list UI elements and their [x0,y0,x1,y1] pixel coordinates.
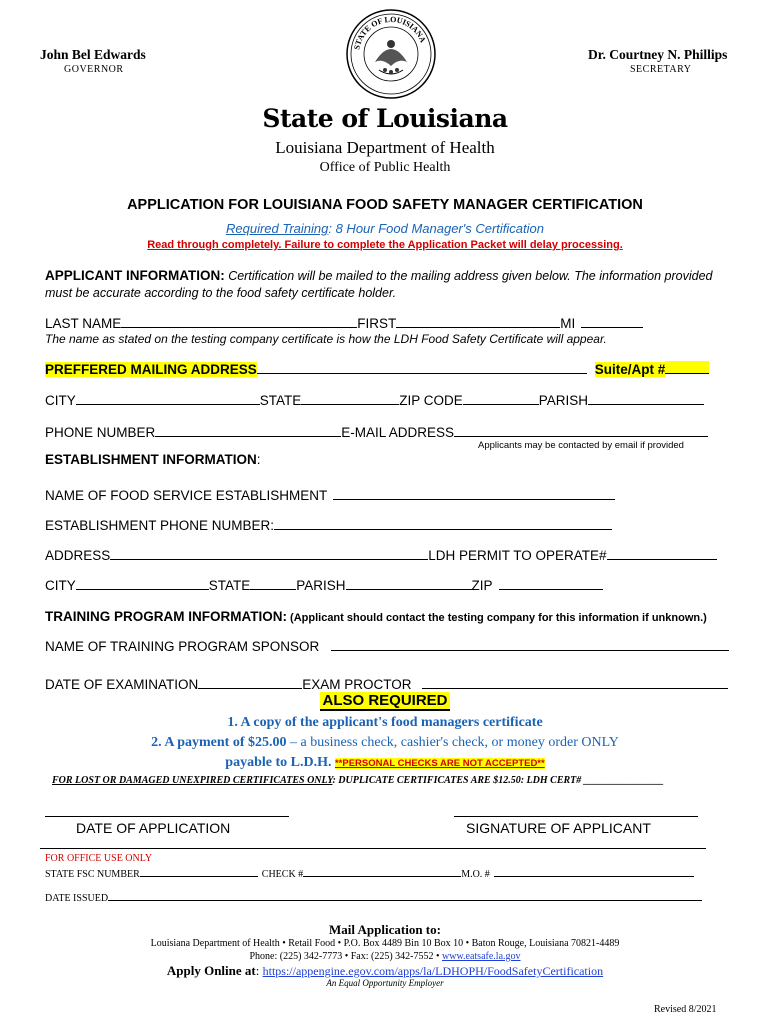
phone-field[interactable] [155,424,341,437]
establishment-name-field[interactable] [333,487,615,500]
proctor-label: EXAM PROCTOR [302,677,412,692]
website-link[interactable]: www.eatsafe.la.gov [442,951,521,962]
signature-label: SIGNATURE OF APPLICANT [466,820,651,836]
mo-label: M.O. # [461,869,490,880]
last-name-label: LAST NAME [45,316,122,331]
permit-field[interactable] [607,547,717,560]
establishment-zip-label: ZIP [471,578,493,593]
office-use-divider [40,848,706,849]
required-training-label: Required Training [225,221,329,236]
requirement-certificate: 1. A copy of the applicant's food managers certificate [227,715,543,730]
office-use-row2 [45,890,702,904]
applicant-intro-line1: Certification will be mailed to the mailing address given below. The information provided [224,269,713,283]
establishment-zip-field[interactable] [499,577,603,590]
secretary-title: SECRETARY [630,64,692,75]
establishment-heading-text: ESTABLISHMENT INFORMATION [45,452,257,467]
establishment-city-label: CITY [45,578,76,593]
svg-text:STATE OF LOUISIANA: STATE OF LOUISIANA [352,14,428,51]
establishment-name-row [45,487,615,503]
training-heading-row [45,609,707,624]
office-use-row1 [45,866,694,880]
personal-checks-warning: **PERSONAL CHECKS ARE NOT ACCEPTED** [334,758,545,769]
mailing-address-field[interactable] [257,361,587,374]
payment-amount: 2. A payment of $25.00 [151,735,287,750]
also-required-heading: ALSO REQUIRED [322,692,448,709]
state-label: STATE [259,393,302,408]
zip-field[interactable] [463,392,539,405]
revised-date: Revised 8/2021 [654,1004,717,1015]
phone-fax-row [0,951,770,962]
date-of-application-label: DATE OF APPLICATION [76,820,231,836]
establishment-state-field[interactable] [250,577,296,590]
exam-row [45,676,728,692]
state-seal [345,8,437,100]
governor-title: GOVERNOR [64,64,124,75]
city-field[interactable] [76,392,260,405]
parish-label: PARISH [538,393,589,408]
suite-field[interactable] [665,361,709,374]
phone-fax: Phone: (225) 342-7773 • Fax: (225) 342-7552 • [249,951,443,962]
payable-to: payable to L.D.H. [225,755,332,770]
state-title: State of Louisiana [262,104,508,133]
phone-label: PHONE NUMBER [45,425,156,440]
duplicate-cert-text: : DUPLICATE CERTIFICATES ARE $12.50: LDH CERT# ________________ [332,775,664,786]
office-name: Office of Public Health [319,160,451,175]
establishment-phone-row [45,517,612,533]
email-label: E-MAIL ADDRESS [341,425,455,440]
sponsor-label: NAME OF TRAINING PROGRAM SPONSOR [45,639,320,654]
mo-field[interactable] [494,866,694,877]
name-note: The name as stated on the testing company certificate is how the LDH Food Safety Certificate will appear. [45,332,607,346]
secretary-name: Dr. Courtney N. Phillips [588,47,728,62]
signature-line[interactable] [454,816,698,817]
fsc-number-label: STATE FSC NUMBER [45,869,140,880]
suite-label: Suite/Apt # [594,362,666,377]
payable-row [0,755,770,771]
date-of-application-line[interactable] [45,816,289,817]
check-field[interactable] [303,866,461,877]
fsc-number-field[interactable] [140,866,258,877]
mi-label: MI [560,316,576,331]
establishment-address-row [45,547,717,563]
establishment-heading [45,452,261,467]
establishment-city-row [45,577,603,593]
apply-online-label: Apply Online at [166,963,256,978]
apply-online-colon: : [255,963,263,978]
exam-date-label: DATE OF EXAMINATION [45,677,199,692]
establishment-address-label: ADDRESS [45,548,111,563]
office-use-heading: FOR OFFICE USE ONLY [45,853,153,864]
processing-warning: Read through completely. Failure to complete the Application Packet will delay processing. [147,239,623,251]
establishment-address-field[interactable] [110,547,428,560]
duplicate-cert-label: FOR LOST OR DAMAGED UNEXPIRED CERTIFICATES ONLY [52,775,333,786]
applicant-intro-line2: must be accurate according to the food safety certificate holder. [45,286,397,300]
date-issued-label: DATE ISSUED [45,893,109,904]
mailing-address-label: PREFFERED MAILING ADDRESS [45,362,257,377]
establishment-parish-label: PARISH [296,578,346,593]
parish-field[interactable] [588,392,704,405]
first-name-field[interactable] [396,315,560,328]
equal-opportunity: An Equal Opportunity Employer [326,978,444,988]
required-training [0,221,770,236]
applicant-intro [45,268,713,283]
form-title: APPLICATION FOR LOUISIANA FOOD SAFETY MANAGER CERTIFICATION [127,197,643,213]
governor-name: John Bel Edwards [40,47,146,62]
email-note: Applicants may be contacted by email if provided [478,440,684,451]
establishment-phone-label: ESTABLISHMENT PHONE NUMBER: [45,518,275,533]
mailing-address-row [45,361,709,377]
also-required-wrap [0,692,770,710]
check-label: CHECK # [261,869,304,880]
duplicate-cert-row [52,775,664,786]
establishment-name-label: NAME OF FOOD SERVICE ESTABLISHMENT [45,488,328,503]
sponsor-field[interactable] [331,638,729,651]
zip-label: ZIP CODE [399,393,463,408]
establishment-city-field[interactable] [76,577,209,590]
establishment-parish-field[interactable] [346,577,472,590]
mail-heading: Mail Application to: [329,922,441,937]
proctor-field[interactable] [422,676,728,689]
mi-field[interactable] [581,315,643,328]
required-training-value: : 8 Hour Food Manager's Certification [328,221,544,236]
name-row [45,315,643,331]
sponsor-row [45,638,729,654]
requirement-payment [0,735,770,751]
establishment-phone-field[interactable] [274,517,612,530]
exam-date-field[interactable] [198,676,302,689]
mail-address: Louisiana Department of Health • Retail Food • P.O. Box 4489 Bin 10 Box 10 • Baton Rouge, Louisiana 70821-4489 [150,938,620,949]
apply-online-row [0,963,770,979]
first-name-label: FIRST [357,316,397,331]
phone-row [45,424,708,440]
training-heading: TRAINING PROGRAM INFORMATION: [45,609,287,624]
department-name: Louisiana Department of Health [275,138,495,157]
city-label: CITY [45,393,76,408]
apply-online-link[interactable]: https://appengine.egov.com/apps/la/LDHOPH/FoodSafetyCertification [262,964,604,978]
last-name-field[interactable] [121,315,357,328]
training-note: (Applicant should contact the testing company for this information if unknown.) [286,612,707,624]
establishment-heading-colon: : [256,452,261,467]
applicant-heading: APPLICANT INFORMATION: [45,268,225,283]
date-issued-field[interactable] [108,890,702,901]
establishment-state-label: STATE [208,578,251,593]
city-row [45,392,704,408]
permit-label: LDH PERMIT TO OPERATE# [428,548,607,563]
payment-methods: – a business check, cashier's check, or money order ONLY [286,735,619,750]
state-field[interactable] [301,392,399,405]
email-field[interactable] [454,424,708,437]
